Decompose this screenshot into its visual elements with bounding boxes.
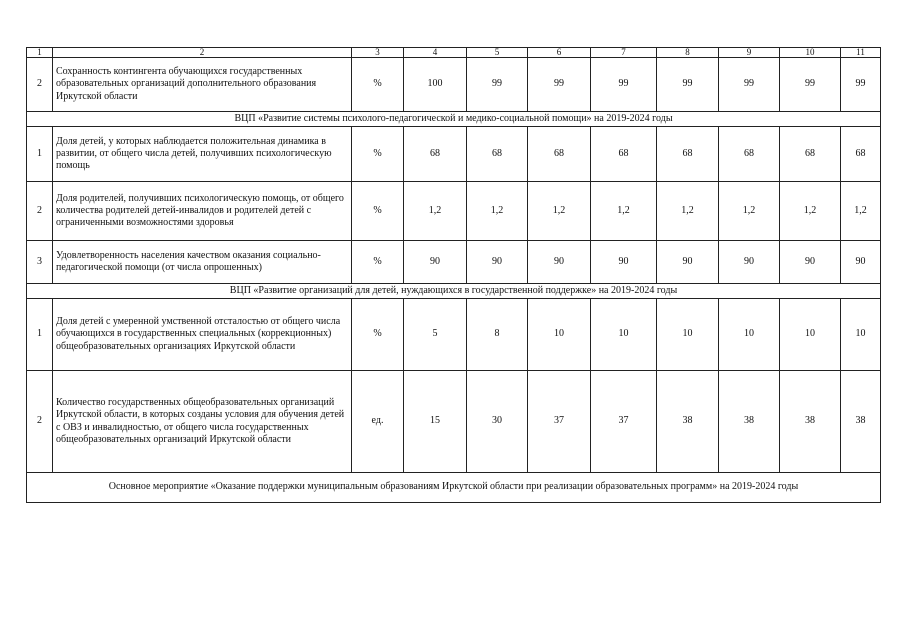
section-heading-row xyxy=(27,112,881,127)
value-cell: 99 xyxy=(591,58,657,112)
value-cell: 90 xyxy=(404,241,467,284)
value-cell: 38 xyxy=(780,371,841,473)
row-number: 2 xyxy=(27,58,53,112)
table-row xyxy=(27,299,881,371)
row-number: 1 xyxy=(27,127,53,182)
value-cell: 10 xyxy=(657,299,719,371)
unit-cell: % xyxy=(352,58,404,112)
column-number: 7 xyxy=(591,48,657,58)
value-cell: 1,2 xyxy=(404,182,467,241)
indicator-name: Доля детей с умеренной умственной отсталостью от общего числа обучающихся в государственных специальных (коррекционных) общеобразовательных организациях Иркутской области xyxy=(53,299,352,371)
value-cell: 30 xyxy=(467,371,528,473)
indicator-name: Доля детей, у которых наблюдается положительная динамика в развитии, от общего числа детей, получивших психологическую помощь xyxy=(53,127,352,182)
unit-cell: ед. xyxy=(352,371,404,473)
column-number-row xyxy=(27,48,881,58)
value-cell: 10 xyxy=(841,299,881,371)
indicator-name: Количество государственных общеобразовательных организаций Иркутской области, в которых созданы условия для обучения детей с ОВЗ и инвалидностью, от общего числа государственных общеобразовательных организаций Иркутской области xyxy=(53,371,352,473)
unit-cell: % xyxy=(352,182,404,241)
value-cell: 68 xyxy=(467,127,528,182)
value-cell: 1,2 xyxy=(719,182,780,241)
value-cell: 68 xyxy=(719,127,780,182)
value-cell: 90 xyxy=(591,241,657,284)
value-cell: 10 xyxy=(591,299,657,371)
value-cell: 68 xyxy=(657,127,719,182)
column-number: 8 xyxy=(657,48,719,58)
value-cell: 15 xyxy=(404,371,467,473)
value-cell: 68 xyxy=(528,127,591,182)
table-row xyxy=(27,371,881,473)
value-cell: 1,2 xyxy=(657,182,719,241)
value-cell: 100 xyxy=(404,58,467,112)
main-activity-heading: Основное мероприятие «Оказание поддержки муниципальным образованиям Иркутской области при реализации образовательных программ» на 2019-2024 годы xyxy=(27,473,881,503)
value-cell: 99 xyxy=(467,58,528,112)
value-cell: 90 xyxy=(657,241,719,284)
value-cell: 99 xyxy=(657,58,719,112)
table-row xyxy=(27,58,881,112)
unit-cell: % xyxy=(352,299,404,371)
table-row xyxy=(27,241,881,284)
value-cell: 90 xyxy=(528,241,591,284)
value-cell: 90 xyxy=(467,241,528,284)
column-number: 1 xyxy=(27,48,53,58)
unit-cell: % xyxy=(352,127,404,182)
row-number: 2 xyxy=(27,371,53,473)
footer-activity-row xyxy=(27,473,881,503)
value-cell: 38 xyxy=(657,371,719,473)
value-cell: 68 xyxy=(841,127,881,182)
column-number: 11 xyxy=(841,48,881,58)
indicator-name: Сохранность контингента обучающихся государственных образовательных организаций дополнительного образования Иркутской области xyxy=(53,58,352,112)
section-heading-row xyxy=(27,284,881,299)
value-cell: 10 xyxy=(528,299,591,371)
table-row xyxy=(27,182,881,241)
value-cell: 8 xyxy=(467,299,528,371)
column-number: 5 xyxy=(467,48,528,58)
column-number: 9 xyxy=(719,48,780,58)
value-cell: 10 xyxy=(780,299,841,371)
value-cell: 68 xyxy=(591,127,657,182)
value-cell: 90 xyxy=(841,241,881,284)
row-number: 1 xyxy=(27,299,53,371)
indicator-name: Доля родителей, получивших психологическую помощь, от общего количества родителей детей-инвалидов и родителей детей с ограниченными возможностями здоровья xyxy=(53,182,352,241)
value-cell: 68 xyxy=(404,127,467,182)
row-number: 2 xyxy=(27,182,53,241)
unit-cell: % xyxy=(352,241,404,284)
table-row xyxy=(27,127,881,182)
value-cell: 1,2 xyxy=(780,182,841,241)
value-cell: 90 xyxy=(780,241,841,284)
column-number: 2 xyxy=(53,48,352,58)
value-cell: 99 xyxy=(719,58,780,112)
value-cell: 99 xyxy=(780,58,841,112)
value-cell: 1,2 xyxy=(591,182,657,241)
value-cell: 68 xyxy=(780,127,841,182)
indicators-table xyxy=(26,47,881,503)
value-cell: 38 xyxy=(719,371,780,473)
section-heading: ВЦП «Развитие организаций для детей, нуждающихся в государственной поддержке» на 2019-2024 годы xyxy=(27,284,881,299)
column-number: 4 xyxy=(404,48,467,58)
value-cell: 38 xyxy=(841,371,881,473)
value-cell: 99 xyxy=(841,58,881,112)
value-cell: 10 xyxy=(719,299,780,371)
section-heading: ВЦП «Развитие системы психолого-педагогической и медико-социальной помощи» на 2019-2024 годы xyxy=(27,112,881,127)
value-cell: 5 xyxy=(404,299,467,371)
row-number: 3 xyxy=(27,241,53,284)
indicator-name: Удовлетворенность населения качеством оказания социально-педагогической помощи (от числа опрошенных) xyxy=(53,241,352,284)
value-cell: 1,2 xyxy=(841,182,881,241)
value-cell: 99 xyxy=(528,58,591,112)
column-number: 6 xyxy=(528,48,591,58)
value-cell: 1,2 xyxy=(467,182,528,241)
value-cell: 1,2 xyxy=(528,182,591,241)
column-number: 3 xyxy=(352,48,404,58)
value-cell: 37 xyxy=(528,371,591,473)
value-cell: 37 xyxy=(591,371,657,473)
value-cell: 90 xyxy=(719,241,780,284)
column-number: 10 xyxy=(780,48,841,58)
